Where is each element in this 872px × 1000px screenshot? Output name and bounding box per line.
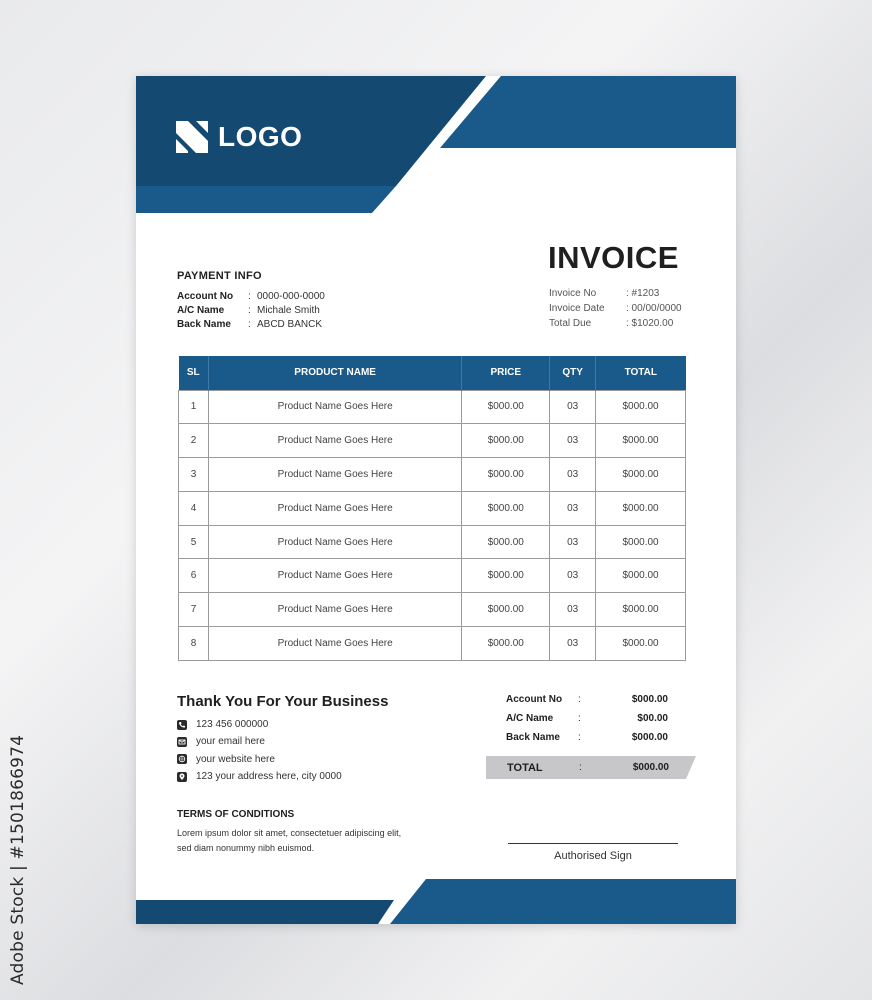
summary-label: A/C Name	[506, 713, 554, 724]
cell-product-name: Product Name Goes Here	[208, 593, 461, 627]
payment-label: A/C Name	[177, 304, 225, 316]
table-row	[179, 491, 686, 525]
payment-value: ABCD BANCK	[257, 318, 323, 330]
cell-price: $000.00	[462, 491, 550, 525]
table-row	[179, 627, 686, 661]
payment-info	[177, 289, 325, 331]
contact-text: your website here	[196, 753, 275, 765]
cell-price: $000.00	[462, 627, 550, 661]
cell-total: $000.00	[596, 627, 686, 661]
cell-total: $000.00	[596, 390, 686, 424]
meta-value: : 00/00/0000	[626, 303, 682, 314]
invoice-page	[136, 76, 736, 924]
table-row	[179, 390, 686, 424]
cell-price: $000.00	[462, 593, 550, 627]
signature-label: Authorised Sign	[554, 850, 632, 862]
terms-line: sed diam nonummy nibh euismod.	[177, 843, 315, 853]
signature-line	[508, 843, 678, 844]
payment-row	[177, 303, 325, 317]
summary-value: $000.00	[631, 694, 668, 705]
header-total: TOTAL	[596, 356, 686, 390]
summary	[506, 690, 668, 747]
cell-sl: 4	[179, 491, 209, 525]
website-icon	[177, 754, 187, 764]
cell-price: $000.00	[462, 458, 550, 492]
cell-sl: 2	[179, 424, 209, 458]
cell-qty: 03	[550, 491, 596, 525]
table-row	[179, 525, 686, 559]
total-value: $000.00	[632, 762, 669, 773]
cell-total: $000.00	[596, 593, 686, 627]
invoice-title: INVOICE	[548, 240, 679, 275]
header-qty: QTY	[550, 356, 596, 390]
cell-sl: 1	[179, 390, 209, 424]
email-icon	[177, 737, 187, 747]
terms-text	[177, 826, 437, 856]
cell-total: $000.00	[596, 559, 686, 593]
cell-price: $000.00	[462, 390, 550, 424]
cell-price: $000.00	[462, 424, 550, 458]
cell-total: $000.00	[596, 424, 686, 458]
footer-shapes	[136, 879, 736, 924]
cell-total: $000.00	[596, 491, 686, 525]
contact-item	[177, 716, 342, 733]
meta-label: Invoice Date	[549, 303, 605, 314]
cell-product-name: Product Name Goes Here	[208, 458, 461, 492]
summary-value: $00.00	[637, 713, 668, 724]
meta-value: : $1020.00	[626, 318, 674, 329]
cell-price: $000.00	[462, 559, 550, 593]
contact-item	[177, 768, 342, 785]
payment-value: 0000-000-0000	[257, 290, 325, 302]
cell-sl: 8	[179, 627, 209, 661]
payment-row	[177, 289, 325, 303]
table-row	[179, 458, 686, 492]
terms-title: TERMS OF CONDITIONS	[177, 809, 295, 820]
header-price: PRICE	[462, 356, 550, 390]
contact-text: 123 your address here, city 0000	[196, 771, 342, 783]
total-bar	[486, 756, 696, 779]
contact-text: 123 456 000000	[196, 719, 269, 731]
summary-row	[506, 690, 668, 709]
total-row	[507, 756, 669, 779]
invoice-meta-row	[549, 301, 682, 316]
logo-text: LOGO	[218, 121, 303, 152]
cell-qty: 03	[550, 525, 596, 559]
payment-info-title: PAYMENT INFO	[177, 270, 262, 282]
summary-value: $000.00	[631, 732, 668, 743]
cell-product-name: Product Name Goes Here	[208, 627, 461, 661]
cell-sl: 3	[179, 458, 209, 492]
meta-value: : #1203	[626, 288, 660, 299]
table-row	[179, 593, 686, 627]
colon: :	[248, 318, 251, 330]
items-table	[178, 356, 686, 661]
cell-sl: 6	[179, 559, 209, 593]
summary-sep: :	[578, 732, 581, 743]
summary-label: Back Name	[506, 732, 560, 743]
phone-icon	[177, 720, 187, 730]
thank-you-heading: Thank You For Your Business	[177, 693, 389, 710]
cell-qty: 03	[550, 593, 596, 627]
cell-product-name: Product Name Goes Here	[208, 559, 461, 593]
cell-price: $000.00	[462, 525, 550, 559]
payment-row	[177, 317, 325, 331]
cell-product-name: Product Name Goes Here	[208, 424, 461, 458]
cell-qty: 03	[550, 424, 596, 458]
cell-qty: 03	[550, 627, 596, 661]
payment-label: Account No	[177, 290, 234, 302]
header-sl: SL	[179, 356, 209, 390]
colon: :	[248, 290, 251, 302]
contact-item	[177, 733, 342, 750]
cell-qty: 03	[550, 390, 596, 424]
contact-item	[177, 751, 342, 768]
payment-value: Michale Smith	[257, 304, 320, 316]
summary-sep: :	[578, 713, 581, 724]
invoice-meta-row	[549, 316, 682, 331]
table-row	[179, 424, 686, 458]
summary-row	[506, 709, 668, 728]
total-sep: :	[579, 762, 582, 773]
cell-product-name: Product Name Goes Here	[208, 390, 461, 424]
cell-qty: 03	[550, 559, 596, 593]
stock-watermark: Adobe Stock | #1501866974	[8, 734, 28, 985]
payment-label: Back Name	[177, 318, 231, 330]
colon: :	[248, 304, 251, 316]
summary-label: Account No	[506, 694, 563, 705]
cell-total: $000.00	[596, 525, 686, 559]
total-label: TOTAL	[507, 761, 543, 774]
cell-sl: 5	[179, 525, 209, 559]
invoice-meta-row	[549, 286, 682, 301]
table-row	[179, 559, 686, 593]
meta-label: Invoice No	[549, 288, 597, 299]
terms-line: Lorem ipsum dolor sit amet, consectetuer adipiscing elit,	[177, 828, 402, 838]
summary-row	[506, 728, 668, 747]
cell-sl: 7	[179, 593, 209, 627]
invoice-meta	[549, 286, 682, 331]
header-product-name: PRODUCT NAME	[208, 356, 461, 390]
location-icon	[177, 772, 187, 782]
contact-text: your email here	[196, 736, 265, 748]
cell-qty: 03	[550, 458, 596, 492]
cell-total: $000.00	[596, 458, 686, 492]
cell-product-name: Product Name Goes Here	[208, 491, 461, 525]
contact-list	[177, 716, 342, 785]
summary-sep: :	[578, 694, 581, 705]
meta-label: Total Due	[549, 318, 592, 329]
table-header-row	[179, 356, 686, 390]
logo-mark-icon	[176, 121, 208, 153]
logo	[176, 121, 302, 153]
cell-product-name: Product Name Goes Here	[208, 525, 461, 559]
